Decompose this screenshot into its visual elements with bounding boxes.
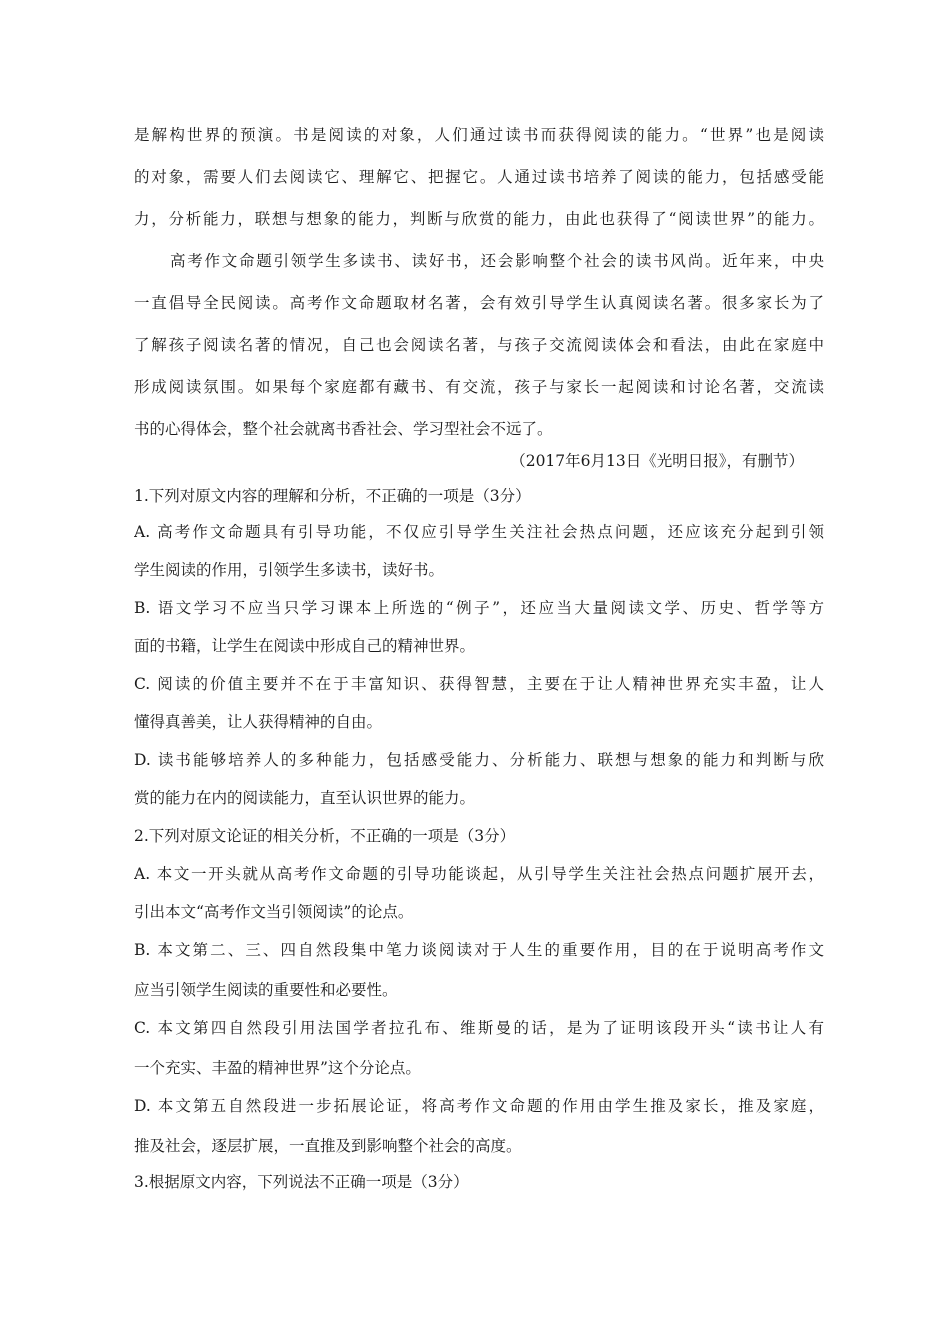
question-1-stem: 1.下列对原文内容的理解和分析，不正确的一项是（3分） (134, 487, 531, 505)
question-1-option-c: C. 阅读的价值主要并不在于丰富知识、获得智慧，主要在于让人精神世界充实丰盈，让人 (134, 675, 824, 693)
passage-line: 力，分析能力，联想与想象的能力，判断与欣赏的能力，由此也获得了“阅读世界”的能力。 (134, 210, 824, 228)
source-citation: （2017年6月13日《光明日报》，有删节） (510, 452, 804, 470)
passage-line: 一直倡导全民阅读。高考作文命题取材名著，会有效引导学生认真阅读名著。很多家长为了 (134, 294, 824, 312)
question-1-option-b-cont: 面的书籍，让学生在阅读中形成自己的精神世界。 (134, 637, 476, 655)
question-1-option-d-cont: 赏的能力在内的阅读能力，直至认识世界的能力。 (134, 789, 476, 807)
question-1-option-b: B. 语文学习不应当只学习课本上所选的“例子”，还应当大量阅读文学、历史、哲学等方 (134, 599, 824, 617)
passage-line: 书的心得体会，整个社会就离书香社会、学习型社会不远了。 (134, 420, 553, 438)
question-1-option-c-cont: 懂得真善美，让人获得精神的自由。 (134, 713, 383, 731)
question-2-stem: 2.下列对原文论证的相关分析，不正确的一项是（3分） (134, 827, 516, 845)
passage-line: 高考作文命题引领学生多读书、读好书，还会影响整个社会的读书风尚。近年来，中央 (170, 252, 824, 270)
passage-line: 的对象，需要人们去阅读它、理解它、把握它。人通过读书培养了阅读的能力，包括感受能 (134, 168, 824, 186)
question-1-option-a: A. 高考作文命题具有引导功能，不仅应引导学生关注社会热点问题，还应该充分起到引领 (134, 523, 824, 541)
question-2-option-b: B. 本文第二、三、四自然段集中笔力谈阅读对于人生的重要作用，目的在于说明高考作文 (134, 941, 824, 959)
question-2-option-c: C. 本文第四自然段引用法国学者拉孔布、维斯曼的话，是为了证明该段开头“读书让人有 (134, 1019, 824, 1037)
question-2-option-d-cont: 推及社会，逐层扩展，一直推及到影响整个社会的高度。 (134, 1137, 522, 1155)
passage-line: 形成阅读氛围。如果每个家庭都有藏书、有交流，孩子与家长一起阅读和讨论名著，交流读 (134, 378, 824, 396)
question-2-option-a: A. 本文一开头就从高考作文命题的引导功能谈起，从引导学生关注社会热点问题扩展开去， (134, 865, 824, 883)
question-3-stem: 3.根据原文内容，下列说法不正确一项是（3分） (134, 1173, 469, 1191)
question-1-option-d: D. 读书能够培养人的多种能力，包括感受能力、分析能力、联想与想象的能力和判断与欣 (134, 751, 824, 769)
question-2-option-b-cont: 应当引领学生阅读的重要性和必要性。 (134, 981, 398, 999)
question-2-option-a-cont: 引出本文“高考作文当引领阅读”的论点。 (134, 903, 414, 921)
passage-line: 是解构世界的预演。书是阅读的对象，人们通过读书而获得阅读的能力。“世界”也是阅读 (134, 126, 824, 144)
passage-line: 了解孩子阅读名著的情况，自己也会阅读名著，与孩子交流阅读体会和看法，由此在家庭中 (134, 336, 824, 354)
question-2-option-c-cont: 一个充实、丰盈的精神世界”这个分论点。 (134, 1059, 421, 1077)
question-1-option-a-cont: 学生阅读的作用，引领学生多读书，读好书。 (134, 561, 445, 579)
question-2-option-d: D. 本文第五自然段进一步拓展论证，将高考作文命题的作用由学生推及家长，推及家庭， (134, 1097, 824, 1115)
